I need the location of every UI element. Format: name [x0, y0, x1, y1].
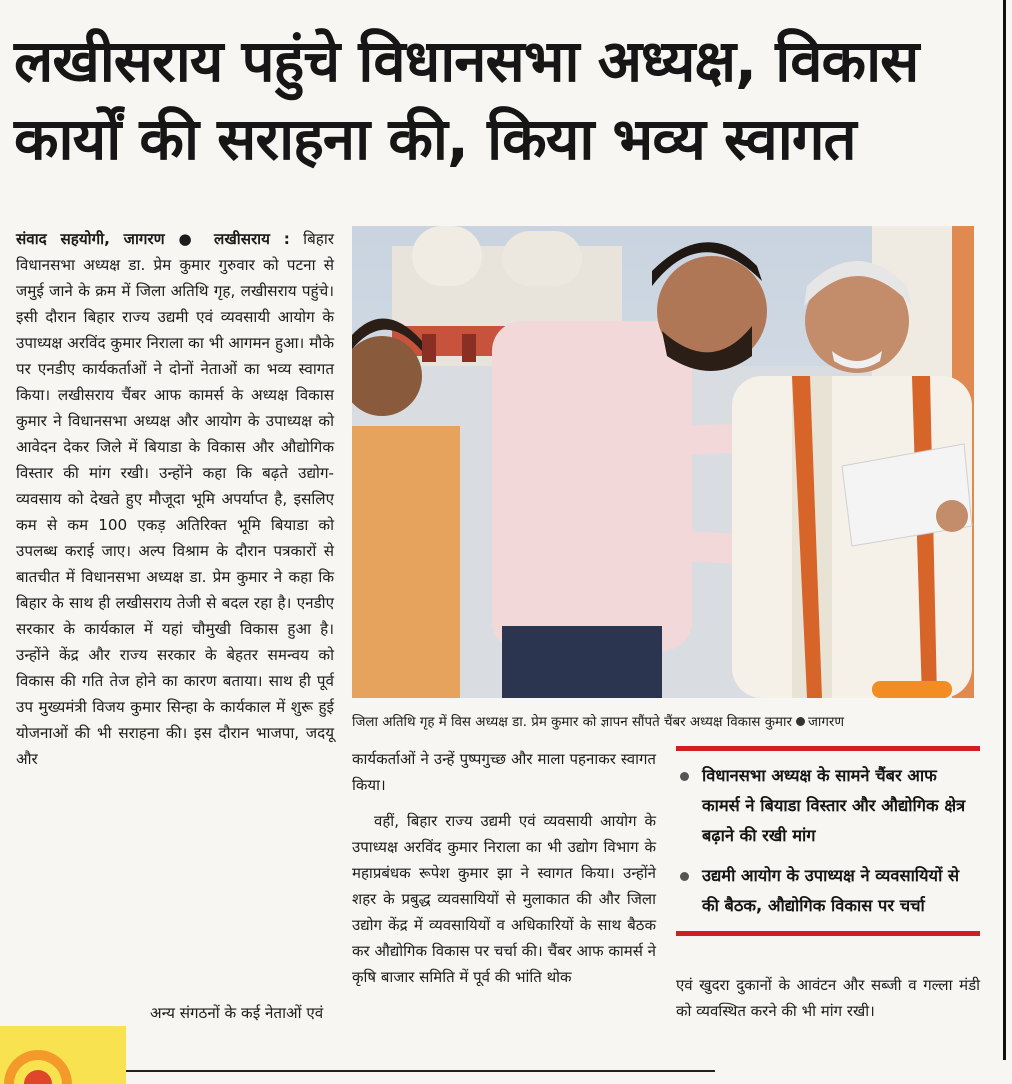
highlights-top-rule [676, 746, 980, 751]
highlight-item [676, 761, 980, 851]
photo-caption-text: जिला अतिथि गृह में विस अध्यक्ष डा. प्रेम कुमार को ज्ञापन सौंपते चैंबर अध्यक्ष विकास कुमार [352, 715, 792, 730]
article-column-2 [352, 746, 656, 1000]
bullet-icon [680, 772, 689, 781]
article-paragraph: वहीं, बिहार राज्य उद्यमी एवं व्यवसायी आयोग के उपाध्यक्ष अरविंद कुमार निराला का भी उद्योग विभाग के महाप्रबंधक रूपेश कुमार झा ने स्वागत किया। उन्होंने शहर के प्रबुद्ध व्यवसायियों से मुलाकात की और जिला उद्योग केंद्र में व्यवसायियों व अधिकारियों के साथ बैठक कर औद्योगिक विकास पर चर्चा की। चैंबर आफ कामर्स ने कृषि बाजार समिति में पूर्व की भांति थोक [352, 812, 656, 986]
article-column-1-tail: अन्य संगठनों के कई नेताओं एवं [150, 1004, 324, 1022]
article-body-1: बिहार विधानसभा अध्यक्ष डा. प्रेम कुमार गुरुवार को पटना से जमुई जाने के क्रम में जिला अतिथि गृह, लखीसराय पहुंचे। इसी दौरान बिहार राज्य उद्यमी एवं व्यवसायी आयोग के उपाध्यक्ष अरविंद कुमार निराला का भी आगमन हुआ। मौके पर एनडीए कार्यकर्ताओं ने दोनों नेताओं का भव्य स्वागत किया। लखीसराय चैंबर आफ कामर्स के अध्यक्ष विकास कुमार ने विधानसभा अध्यक्ष और आयोग के उपाध्यक्ष को आवेदन देकर जिले में बियाडा के विकास और औद्योगिक विस्तार की मांग रखी। उन्होंने कहा कि बढ़ते उद्योग-व्यवसाय को देखते हुए मौजूदा भूमि अपर्याप्त है, इसलिए कम से कम 100 एकड़ अतिरिक्त भूमि बियाडा को उपलब्ध कराई जाए। अल्प विश्राम के दौरान पत्रकारों से बातचीत में विधानसभा अध्यक्ष डा. प्रेम कुमार ने कहा कि बिहार के साथ ही लखीसराय तेजी से बदल रहा है। एनडीए सरकार के कार्यकाल में यहां चौमुखी विकास हुआ है। उन्होंने केंद्र और राज्य सरकार के बेहतर समन्वय को विकास की गति तेज होने का कारण बताया। साथ ही पूर्व उप मुख्यमंत्री विजय कुमार सिन्हा के कार्यकाल में शुरू हुई योजनाओं की भी सराहना की। इस दौरान भाजपा, जदयू और [16, 230, 334, 768]
news-photo-illustration [352, 226, 974, 698]
article-column-3: एवं खुदरा दुकानों के आवंटन और सब्जी व गल्ला मंडी को व्यवस्थित करने की भी मांग रखी। [676, 976, 980, 1020]
right-column-rule [1003, 0, 1006, 1060]
highlights-list [676, 761, 980, 921]
article-paragraph: कार्यकर्ताओं ने उन्हें पुष्पगुच्छ और माला पहनाकर स्वागत किया। [352, 750, 656, 794]
sun-logo-icon [0, 1026, 126, 1084]
highlight-text: उद्यमी आयोग के उपाध्यक्ष ने व्यवसायियों से की बैठक, औद्योगिक विकास पर चर्चा [702, 866, 960, 915]
highlights-bottom-rule [676, 931, 980, 936]
dateline: संवाद सहयोगी, जागरण ● लखीसराय : [16, 230, 290, 248]
highlight-item [676, 861, 980, 921]
highlights-box [676, 746, 980, 936]
news-photo [352, 226, 974, 698]
caption-bullet-icon [796, 717, 805, 726]
article-column-1 [16, 226, 334, 772]
highlight-text: विधानसभा अध्यक्ष के सामने चैंबर आफ कामर्स ने बियाडा विस्तार और औद्योगिक क्षेत्र बढ़ाने की रखी मांग [702, 766, 966, 845]
bullet-icon [680, 872, 689, 881]
photo-caption [352, 712, 982, 734]
newspaper-logo [0, 1026, 126, 1084]
headline: लखीसराय पहुंचे विधानसभा अध्यक्ष, विकास कार्यों की सराहना की, किया भव्य स्वागत [14, 27, 919, 173]
photo-credit: जागरण [807, 715, 845, 730]
